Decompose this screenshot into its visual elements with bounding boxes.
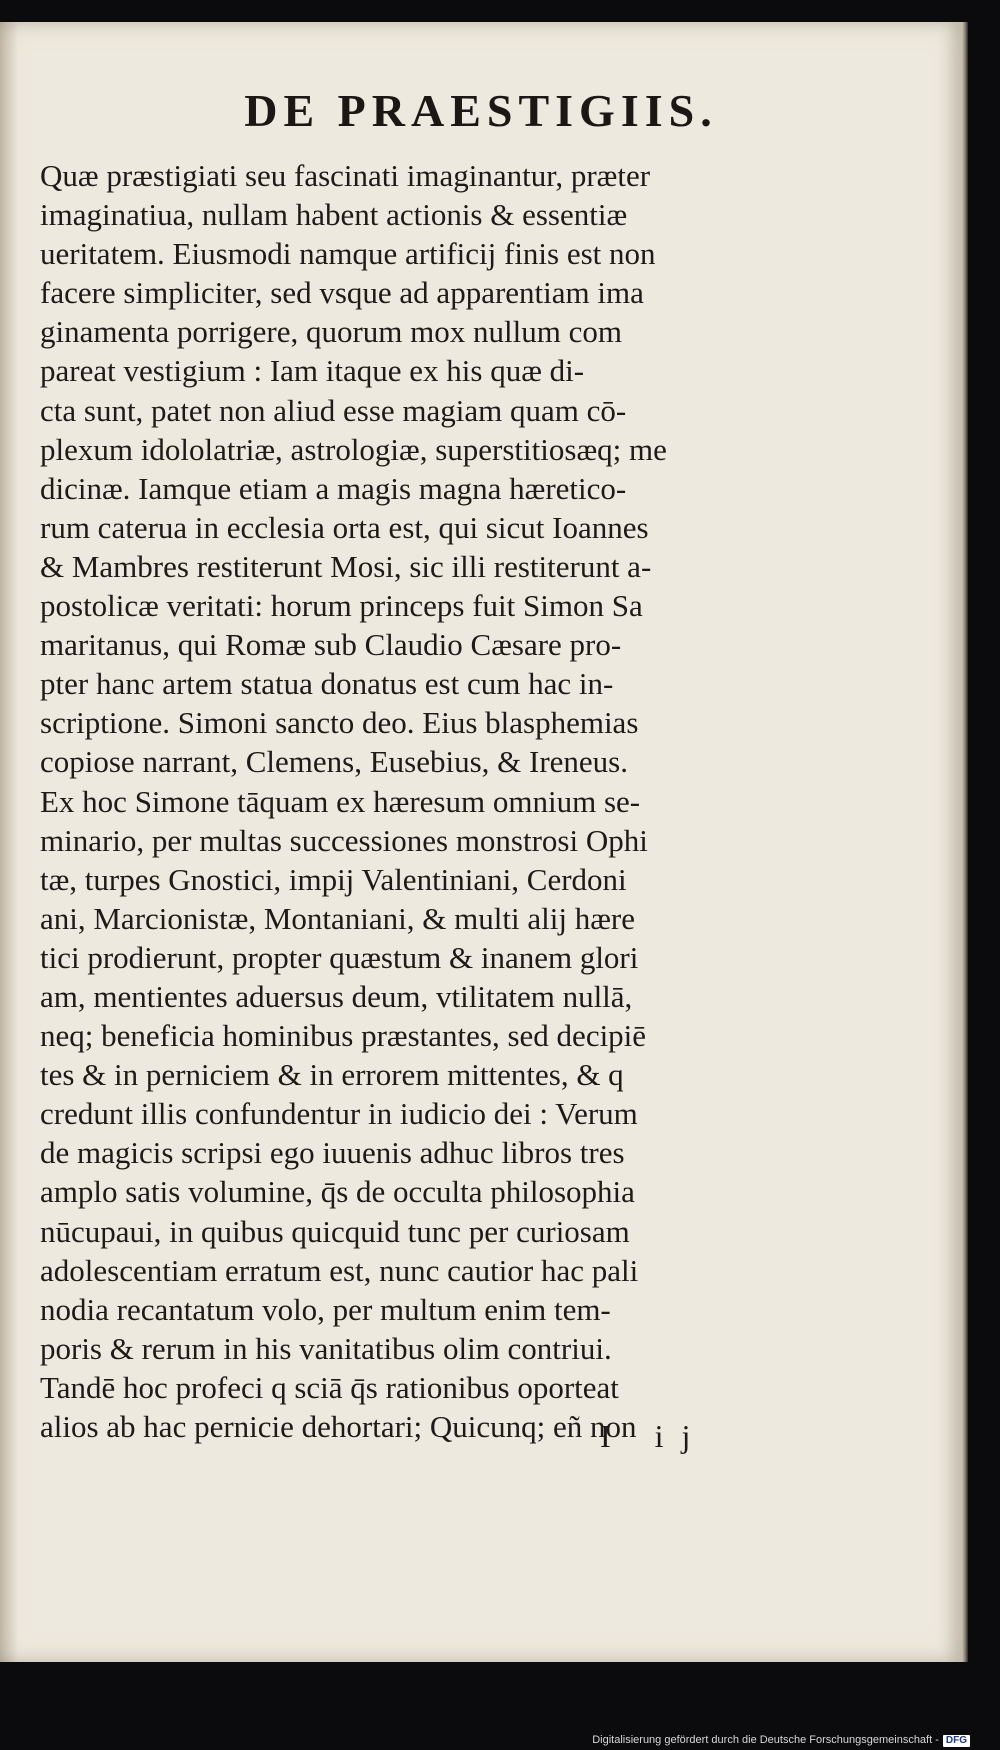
- text-line: adolescentiam erratum est, nunc cautior hac pali: [40, 1252, 639, 1288]
- text-line: credunt illis confundentur in iudicio dei : Verum: [40, 1096, 638, 1132]
- text-line: nūcupaui, in quibus quicquid tunc per curiosam: [40, 1213, 630, 1249]
- text-line: imaginatiua, nullam habent actionis & essentiæ: [40, 197, 628, 233]
- text-line: maritanus, qui Romæ sub Claudio Cæsare pro-: [40, 627, 622, 663]
- text-line: plexum idololatriæ, astrologiæ, superstitiosæq; me: [40, 431, 667, 467]
- text-line: am, mentientes aduersus deum, vtilitatem nullā,: [40, 978, 633, 1014]
- text-line: & Mambres restiterunt Mosi, sic illi restiterunt a-: [40, 548, 652, 584]
- text-line: dicinæ. Iamque etiam a magis magna hæretico-: [40, 470, 627, 506]
- text-line: tici prodierunt, propter quæstum & inanem glori: [40, 939, 639, 975]
- digitization-credit: [592, 1734, 970, 1747]
- text-line: nodia recantatum volo, per multum enim tem-: [40, 1291, 611, 1327]
- text-line: amplo satis volumine, q̄s de occulta philosophia: [40, 1174, 635, 1210]
- text-line: alios ab hac pernicie dehortari; Quicunq; eñ non: [40, 1409, 637, 1444]
- text-line: poris & rerum in his vanitatibus olim contriui.: [40, 1330, 612, 1366]
- page-edge: [962, 22, 968, 1662]
- dfg-logo: DFG: [943, 1735, 970, 1747]
- text-line: ginamenta porrigere, quorum mox nullum com: [40, 314, 622, 350]
- text-line: Tandē hoc profeci q sciā q̄s rationibus oporteat: [40, 1369, 619, 1405]
- text-line: de magicis scripsi ego iuuenis adhuc libros tres: [40, 1135, 625, 1171]
- text-line: copiose narrant, Clemens, Eusebius, & Ireneus.: [40, 744, 628, 780]
- text-line: rum caterua in ecclesia orta est, qui sicut Ioannes: [40, 509, 649, 545]
- text-line: Quæ præstigiati seu fascinati imaginantur, præter: [40, 158, 651, 193]
- text-line: neq; beneficia hominibus præstantes, sed decipiē: [40, 1018, 647, 1054]
- credit-text: Digitalisierung gefördert durch die Deutsche Forschungsgemeinschaft -: [592, 1734, 939, 1746]
- signature-mark: I ij: [600, 1418, 709, 1454]
- text-line: tæ, turpes Gnostici, impij Valentiniani, Cerdoni: [40, 861, 627, 897]
- text-line: postolicæ veritati: horum princeps fuit Simon Sa: [40, 588, 643, 624]
- running-head: DE PRAESTIGIIS.: [244, 85, 718, 136]
- text-line: Ex hoc Simone tāquam ex hæresum omnium se-: [40, 783, 641, 819]
- text-line: pareat vestigium : Iam itaque ex his quæ di-: [40, 353, 585, 389]
- body-text: [40, 156, 820, 1446]
- text-line: tes & in perniciem & in errorem mittentes, & q: [40, 1057, 624, 1093]
- text-line: facere simpliciter, sed vsque ad apparentiam ima: [40, 275, 644, 311]
- text-line: pter hanc artem statua donatus est cum hac in-: [40, 666, 614, 702]
- text-line: scriptione. Simoni sancto deo. Eius blasphemias: [40, 705, 639, 741]
- book-page: [0, 22, 962, 1662]
- text-line: cta sunt, patet non aliud esse magiam quam cō-: [40, 392, 627, 428]
- text-line: ueritatem. Eiusmodi namque artificij finis est non: [40, 236, 656, 272]
- text-line: ani, Marcionistæ, Montaniani, & multi alij hære: [40, 900, 635, 936]
- text-line: minario, per multas successiones monstrosi Ophi: [40, 822, 648, 858]
